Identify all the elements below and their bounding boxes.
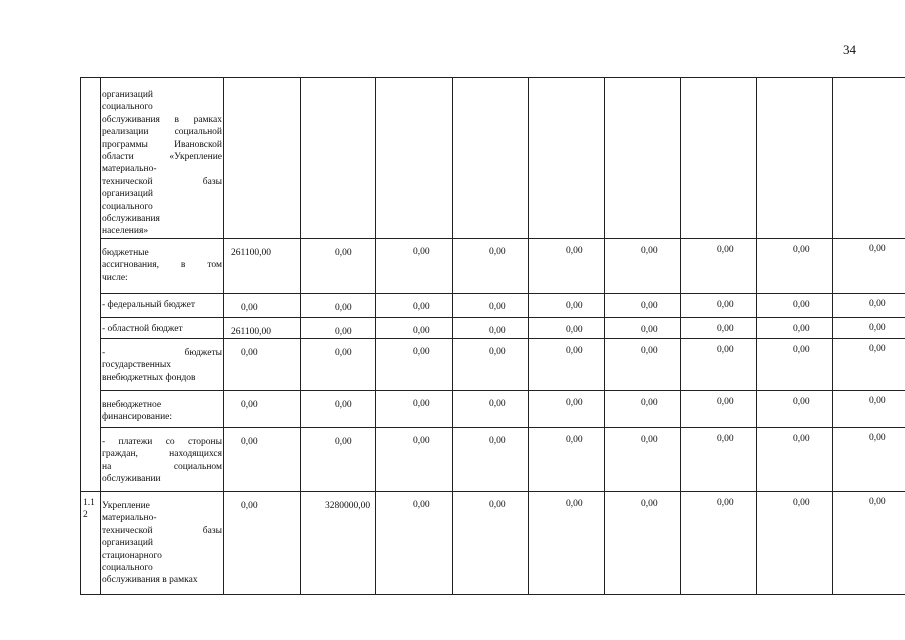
table-column-border bbox=[375, 78, 376, 594]
value-cell: 0,00 bbox=[335, 326, 352, 337]
description-line: социального bbox=[102, 102, 153, 113]
value-cell: 3280000,00 bbox=[325, 500, 371, 511]
description-line: материально- bbox=[102, 164, 157, 175]
value-cell: 261100,00 bbox=[231, 248, 272, 258]
description-line: материально- bbox=[102, 513, 157, 524]
description-line: организаций bbox=[102, 538, 154, 549]
value-cell: 0,00 bbox=[566, 301, 583, 311]
value-cell: 0,00 bbox=[489, 346, 506, 357]
value-cell: 0,00 bbox=[413, 500, 430, 510]
value-cell: 0,00 bbox=[335, 302, 352, 313]
description-line: Укрепление bbox=[102, 501, 150, 511]
row-number: 1.1 2 bbox=[83, 498, 95, 520]
table-column-border bbox=[100, 78, 101, 594]
row-description bbox=[102, 436, 222, 486]
row-description bbox=[102, 247, 222, 284]
value-cell: 0,00 bbox=[241, 501, 258, 511]
value-cell: 0,00 bbox=[869, 396, 886, 406]
value-cell: 0,00 bbox=[241, 348, 258, 358]
value-cell: 0,00 bbox=[869, 344, 886, 354]
value-cell: 0,00 bbox=[241, 400, 258, 410]
value-cell: 0,00 bbox=[566, 346, 583, 356]
description-line: граждан, находящихся bbox=[102, 449, 222, 460]
value-cell: 261100,00 bbox=[231, 327, 272, 337]
value-cell: 0,00 bbox=[641, 434, 658, 445]
value-cell: 0,00 bbox=[566, 499, 583, 509]
table-row-border bbox=[100, 238, 905, 239]
value-cell: 0,00 bbox=[641, 300, 658, 311]
description-line: обслуживания в рамках bbox=[102, 114, 222, 125]
description-line: обслуживания в рамках bbox=[102, 575, 198, 586]
description-line: на социальном bbox=[102, 461, 222, 472]
row-description bbox=[102, 500, 222, 587]
value-cell: 0,00 bbox=[413, 302, 430, 312]
table-column-border bbox=[756, 78, 757, 594]
value-cell: 0,00 bbox=[717, 324, 734, 334]
description-line: внебюджетное bbox=[102, 400, 162, 410]
description-line: обслуживании bbox=[102, 474, 161, 485]
value-cell: 0,00 bbox=[717, 345, 734, 355]
table-row-border bbox=[100, 293, 905, 294]
description-line: населения» bbox=[102, 226, 149, 237]
value-cell: 0,00 bbox=[489, 499, 506, 510]
value-cell: 0,00 bbox=[566, 325, 583, 335]
value-cell: 0,00 bbox=[793, 396, 810, 407]
value-cell: 0,00 bbox=[413, 326, 430, 336]
page-number: 34 bbox=[843, 42, 856, 57]
value-cell: 0,00 bbox=[413, 436, 430, 446]
description-line: бюджетные bbox=[102, 248, 149, 258]
value-cell: 0,00 bbox=[489, 435, 506, 446]
value-cell: 0,00 bbox=[489, 325, 506, 336]
description-line: обслуживания bbox=[102, 214, 160, 225]
table-column-border bbox=[680, 78, 681, 594]
value-cell: 0,00 bbox=[413, 347, 430, 357]
table-row-border bbox=[100, 390, 905, 391]
value-cell: 0,00 bbox=[869, 299, 886, 309]
description-line: реализации социальной bbox=[102, 127, 222, 138]
value-cell: 0,00 bbox=[489, 246, 506, 257]
description-line: - платежи со стороны bbox=[102, 437, 222, 447]
description-line: организаций bbox=[102, 90, 154, 100]
budget-table bbox=[80, 77, 905, 595]
value-cell: 0,00 bbox=[793, 497, 810, 508]
row-description bbox=[102, 299, 222, 311]
value-cell: 0,00 bbox=[717, 245, 734, 255]
table-column-border bbox=[528, 78, 529, 594]
table-column-border bbox=[604, 78, 605, 594]
value-cell: 0,00 bbox=[566, 398, 583, 408]
value-cell: 0,00 bbox=[717, 498, 734, 508]
value-cell: 0,00 bbox=[566, 246, 583, 256]
value-cell: 0,00 bbox=[641, 324, 658, 335]
table-row-border bbox=[100, 317, 905, 318]
value-cell: 0,00 bbox=[793, 299, 810, 310]
description-line: технической базы bbox=[102, 176, 222, 187]
description-line: стационарного bbox=[102, 550, 162, 561]
row-description bbox=[102, 399, 222, 424]
value-cell: 0,00 bbox=[489, 301, 506, 312]
table-row-border bbox=[100, 427, 905, 428]
value-cell: 0,00 bbox=[793, 344, 810, 355]
row-description bbox=[102, 347, 222, 384]
table-column-border bbox=[832, 78, 833, 594]
value-cell: 0,00 bbox=[241, 303, 258, 313]
description-line: финансирование: bbox=[102, 412, 173, 423]
description-line: технической базы bbox=[102, 525, 222, 536]
description-line: числе: bbox=[102, 272, 128, 283]
table-column-border bbox=[80, 78, 81, 594]
table-column-border bbox=[300, 78, 301, 594]
value-cell: 0,00 bbox=[717, 397, 734, 407]
description-line: внебюджетных фондов bbox=[102, 372, 196, 383]
value-cell: 0,00 bbox=[413, 399, 430, 409]
description-line: программы Ивановской bbox=[102, 139, 222, 150]
value-cell: 0,00 bbox=[869, 244, 886, 254]
value-cell: 0,00 bbox=[241, 437, 258, 447]
description-line: организаций bbox=[102, 189, 154, 200]
table-row-border bbox=[100, 338, 905, 339]
value-cell: 0,00 bbox=[335, 436, 352, 447]
description-line: - федеральный бюджет bbox=[102, 300, 195, 310]
row-description bbox=[102, 89, 222, 238]
value-cell: 0,00 bbox=[869, 323, 886, 333]
value-cell: 0,00 bbox=[335, 247, 352, 258]
description-line: государственных bbox=[102, 360, 172, 371]
value-cell: 0,00 bbox=[641, 498, 658, 509]
value-cell: 0,00 bbox=[335, 399, 352, 410]
table-column-border bbox=[223, 78, 224, 594]
value-cell: 0,00 bbox=[335, 347, 352, 358]
value-cell: 0,00 bbox=[717, 434, 734, 444]
value-cell: 0,00 bbox=[641, 345, 658, 356]
value-cell: 0,00 bbox=[413, 247, 430, 257]
value-cell: 0,00 bbox=[641, 245, 658, 256]
description-line: - областной бюджет bbox=[102, 324, 183, 334]
value-cell: 0,00 bbox=[869, 497, 886, 507]
value-cell: 0,00 bbox=[869, 433, 886, 443]
value-cell: 0,00 bbox=[717, 300, 734, 310]
description-line: области «Укрепление bbox=[102, 152, 222, 163]
value-cell: 0,00 bbox=[489, 398, 506, 409]
value-cell: 0,00 bbox=[793, 244, 810, 255]
value-cell: 0,00 bbox=[793, 433, 810, 444]
description-line: социального bbox=[102, 201, 153, 212]
value-cell: 0,00 bbox=[566, 435, 583, 445]
description-line: ассигнования, в том bbox=[102, 260, 222, 271]
description-line: социального bbox=[102, 563, 153, 574]
description-line: - бюджеты bbox=[102, 348, 222, 358]
row-description bbox=[102, 323, 222, 335]
value-cell: 0,00 bbox=[793, 323, 810, 334]
value-cell: 0,00 bbox=[641, 397, 658, 408]
table-row-border bbox=[80, 491, 905, 492]
table-column-border bbox=[452, 78, 453, 594]
